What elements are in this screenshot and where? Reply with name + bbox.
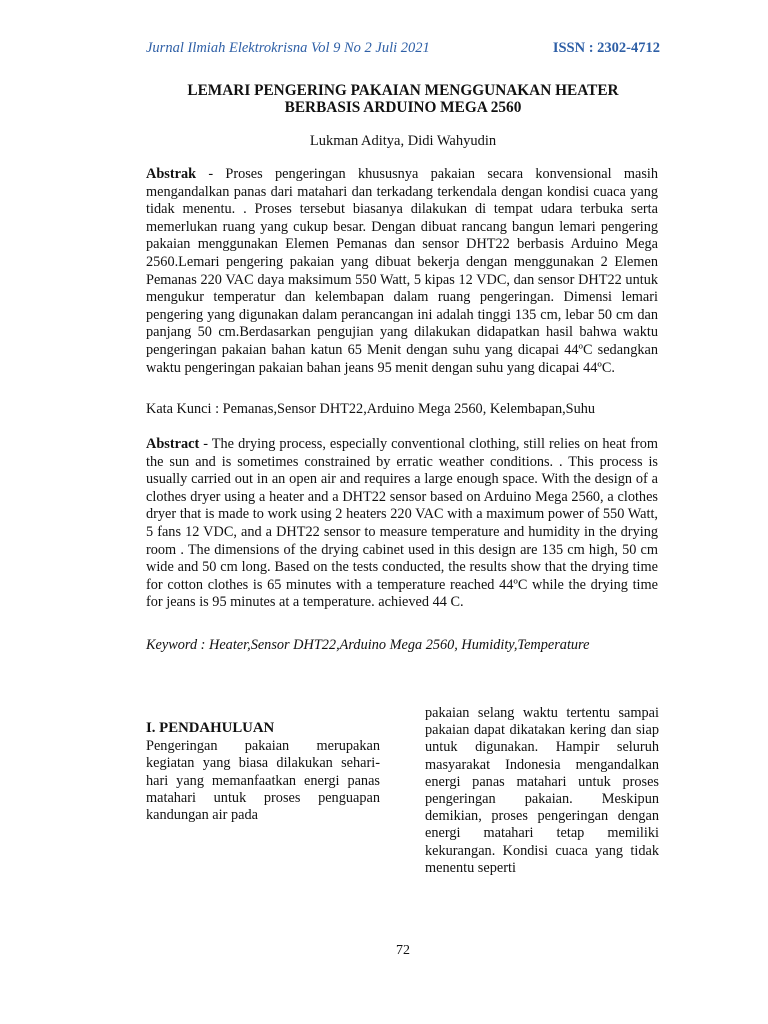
- left-column: [146, 720, 380, 824]
- kata-kunci: Kata Kunci : Pemanas,Sensor DHT22,Arduino Mega 2560, Kelembapan,Suhu: [146, 401, 596, 417]
- journal-name: Jurnal Ilmiah Elektrokrisna Vol 9 No 2 Juli 2021: [146, 40, 430, 56]
- section-heading: I. PENDAHULUAN: [146, 720, 275, 736]
- left-column-text: Pengeringan pakaian merupakan kegiatan yang biasa dilakukan sehari-hari yang memanfaatkan energi panas matahari untuk proses penguapan kandungan air pada: [146, 738, 380, 824]
- paper-title: [146, 82, 660, 116]
- right-column: [425, 705, 659, 877]
- authors: Lukman Aditya, Didi Wahyudin: [309, 133, 497, 149]
- journal-header: [146, 40, 660, 62]
- abstrak-label: Abstrak: [146, 166, 197, 182]
- abstrak-paragraph: [146, 166, 658, 377]
- keyword-line: [146, 637, 658, 655]
- keyword-label: Keyword: [146, 637, 198, 653]
- abstract-text: - The drying process, especially conventional clothing, still relies on heat from the sun and is sometimes constrained by erratic weather conditions. . This process is usually carried out in an open air and requires a large enough space. With the design of a clothes dryer using a heater and a DHT22 sensor based on Arduino Mega 2560, a clothes dryer that is made to work using 2 heaters 220 VAC with a maximum power of 550 Watt, 5 fans 12 VDC, and a DHT22 sensor to measure temperature and humidity in the drying room . The dimensions of the drying cabinet used in this design are 135 cm high, 50 cm wide and 50 cm long. Based on the tests conducted, the results show that the drying time for cotton clothes is 65 minutes with a temperature reached 44ºC while the drying time for jeans is 95 minutes at a temperature. achieved 44 C.: [146, 436, 658, 611]
- title-line-2: BERBASIS ARDUINO MEGA 2560: [284, 99, 522, 116]
- page-number: 72: [396, 943, 410, 958]
- title-line-1: LEMARI PENGERING PAKAIAN MENGGUNAKAN HEATER: [187, 82, 619, 99]
- abstrak-text: - Proses pengeringan khususnya pakaian secara konvensional masih mengandalkan panas dari matahari dan terkadang terkendala dengan kondisi cuaca yang tidak menentu. . Proses tersebut biasanya dilakukan di tempat udara terbuka serta memerlukan ruang yang cukup besar. Dengan dibuat rancang bangun lemari pengering pakaian menggunakan Elemen Pemanas dan sensor DHT22 berbasis Arduino Mega 2560.Lemari pengering pakaian yang dibuat bekerja dengan menggunakan 2 Elemen Pemanas 220 VAC daya maksimum 550 Watt, 5 kipas 12 VDC, dan sensor DHT22 untuk mengukur temperatur dan kelembapan dalam ruang pengeringan. Dimensi lemari pengering yang digunakan dalam perancangan ini adalah tinggi 135 cm, lebar 50 cm dan panjang 50 cm.Berdasarkan pengujian yang dilakukan didapatkan hasil bahwa waktu pengeringan pakaian bahan katun 65 Menit dengan suhu yang dicapai 44ºC sedangkan waktu pengeringan pakaian bahan jeans 95 menit dengan suhu yang dicapai 44ºC.: [146, 166, 658, 376]
- right-column-text: pakaian selang waktu tertentu sampai pakaian dapat dikatakan kering dan siap untuk digunakan. Hampir seluruh masyarakat Indonesia mengandalkan energi panas matahari untuk proses pengeringan pakaian. Meskipun demikian, proses pengeringan dengan energi matahari tetap memiliki kekurangan. Kondisi cuaca yang tidak menentu seperti: [425, 705, 659, 876]
- abstract-label: Abstract: [146, 436, 200, 452]
- abstract-paragraph: [146, 436, 658, 612]
- keyword-text: : Heater,Sensor DHT22,Arduino Mega 2560, Humidity,Temperature: [197, 637, 590, 653]
- issn-label: ISSN : 2302-4712: [552, 40, 660, 56]
